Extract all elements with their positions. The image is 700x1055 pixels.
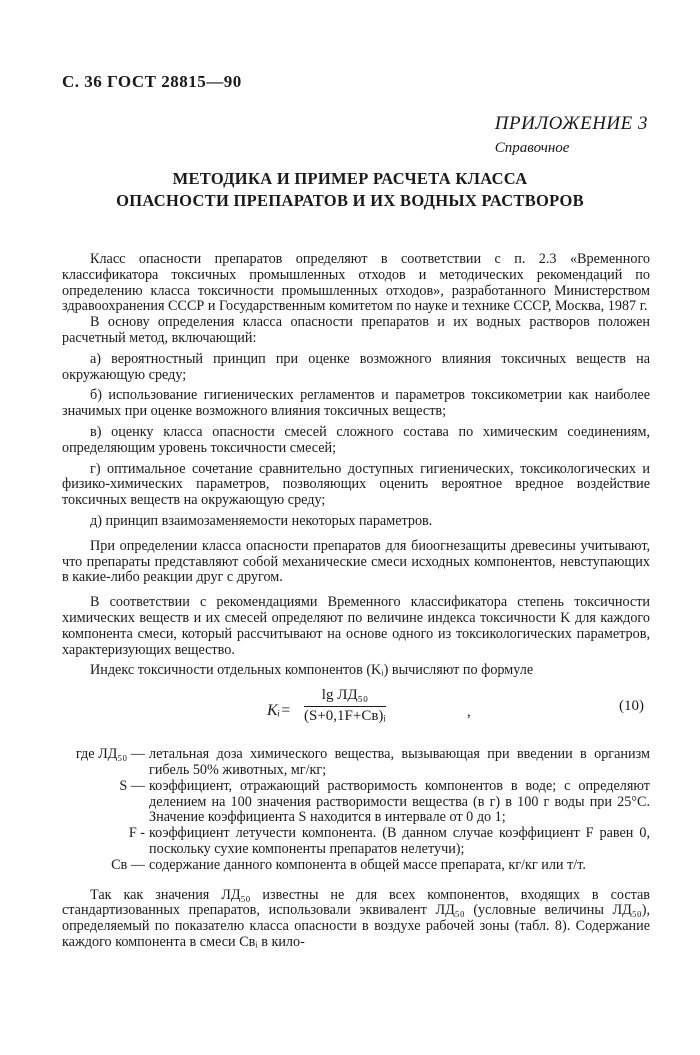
definition-symbol-text: ЛД₅₀ — [98,746,145,763]
formula-number: (10) [619,698,644,715]
formula-fraction [304,688,386,725]
definition-text: коэффициент летучести компонента. (В данном случае коэффициент F равен 0, поскольку сухие компоненты препаратов нелетучи); [149,825,650,857]
list-item-g: г) оптимальное сочетание сравнительно доступных гигиенических, токсикологических и физико-химических параметров, позволяющих оценить вероятное вредное воздействие токсичных веществ на окружающую среду; [62,460,650,509]
formula-lhs: Kᵢ= [267,702,291,720]
definition-symbol: F - [128,825,145,842]
paragraph-ld50-equivalent: Так как значения ЛД₅₀ известны не для всех компонентов, входящих в состав стандартизованных препаратов, использовали эквивалент ЛД₅₀ (условные величины ЛД₅₀), определяемый по показателю класса опасности в воздухе рабочей зоны (табл. 8). Содержание каждого компонента в смеси Cвᵢ в кило- [62,886,650,950]
definition-text: содержание данного компонента в общей массе препарата, кг/кг или т/т. [149,856,586,873]
definition-f [62,826,650,858]
list-item-b: б) использование гигиенических регламентов и параметров токсикометрии как наиболее значимых при оценке возможного влияния токсичных веществ; [62,387,650,420]
list-item-v: в) оценку класса опасности смесей сложного состава по химическим соединениям, определяющим уровень токсичности смесей; [62,423,650,456]
definitions-list [62,747,650,873]
list-item-d: д) принцип взаимозаменяемости некоторых параметров. [90,512,433,529]
paragraph-formula-intro: Индекс токсичности отдельных компонентов (Kᵢ) вычисляют по формуле [90,662,534,679]
list-item-a: а) вероятностный принцип при оценке возможного влияния токсичных веществ на окружающую среду; [62,350,650,383]
definition-symbol [62,747,149,779]
definition-s [62,779,650,826]
paragraph-toxicity-index: В соответствии с рекомендациями Временного классификатора степень токсичности химических веществ и их смесей определяют по величине индекса токсичности K для каждого компонента смеси, который рассчитывают на основе одного из токсикологических параметров, характеризующих вещество. [62,594,650,658]
title-line-2: ОПАСНОСТИ ПРЕПАРАТОВ И ИХ ВОДНЫХ РАСТВОРОВ [116,191,584,210]
definition-text: коэффициент, отражающий растворимость компонентов в воде; с определяют делением на 100 значения растворимости вещества (в г) в 100 г воды при 25°С. Значение коэффициента S находится в интервале от 0 до 1; [149,777,650,826]
formula-numerator: lg ЛД₅₀ [304,688,386,707]
paragraph-mixtures: При определении класса опасности препаратов для биоогнезащиты древесины учитывают, что препараты представляют собой механические смеси исходных компонентов, невступающих в какие-либо реакции друг с другом. [62,537,650,586]
formula-comma: , [467,704,471,721]
appendix-number: ПРИЛОЖЕНИЕ 3 [494,113,648,134]
definition-ld50 [62,747,650,779]
paragraph-intro: Класс опасности препаратов определяют в соответствии с п. 2.3 «Временного классификатора токсичных промышленных отходов и методических рекомендаций по определению класса токсичности промышленных отходов», разработанного Министерством здравоохранения СССР и Государственным комитетом по науке и технике СССР, Москва, 1987 г. [62,251,650,315]
section-title [100,168,600,212]
definition-prefix: где [75,746,95,763]
definition-cv [62,858,650,874]
definition-symbol: S — [119,777,145,794]
title-line-1: МЕТОДИКА И ПРИМЕР РАСЧЕТА КЛАССА [172,169,528,188]
page-header: С. 36 ГОСТ 28815—90 [62,72,242,91]
definition-text: летальная доза химического вещества, вызывающая при введении в организм гибель 50% животных, мг/кг; [149,746,650,778]
appendix-label [495,112,648,160]
definition-symbol: Cв — [111,856,145,873]
paragraph-method: В основу определения класса опасности препаратов и их водных растворов положен расчетный метод, включающий: [62,314,650,346]
appendix-type: Справочное [494,140,570,156]
formula-10 [62,685,650,743]
formula-denominator: (S+0,1F+Cв)ᵢ [304,707,386,724]
body-text [62,252,650,951]
